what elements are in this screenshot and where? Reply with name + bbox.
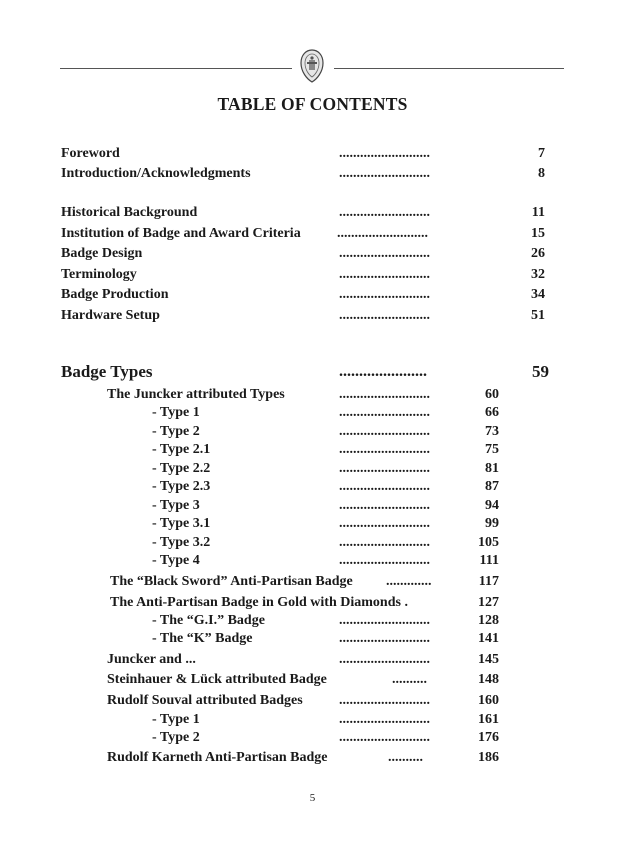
toc-page-number: 145 xyxy=(478,652,499,667)
toc-page-number: 161 xyxy=(478,712,499,727)
toc-leader: .......................... xyxy=(339,652,430,667)
toc-leader: .......................... xyxy=(339,166,430,181)
toc-page-number: 128 xyxy=(478,613,499,628)
toc-page-number: 117 xyxy=(478,574,499,589)
toc-page-number: 148 xyxy=(478,672,499,687)
toc-page-number: 34 xyxy=(531,287,545,302)
toc-entry-label: - Type 2 xyxy=(152,730,200,745)
toc-entry-label: Rudolf Souval attributed Badges xyxy=(107,693,303,708)
toc-leader: .......... xyxy=(388,750,423,765)
toc-leader: .......................... xyxy=(339,693,430,708)
toc-leader: .......................... xyxy=(339,205,430,220)
toc-leader: .......................... xyxy=(339,461,430,476)
toc-leader: .......................... xyxy=(339,613,430,628)
toc-page-number: 15 xyxy=(531,226,545,241)
toc-entry-label: - The “K” Badge xyxy=(152,631,253,646)
toc-leader: .......................... xyxy=(339,267,430,282)
toc-entry-label: The Anti-Partisan Badge in Gold with Diamonds . xyxy=(110,595,408,610)
toc-leader: .......................... xyxy=(339,442,430,457)
toc-page-number: 81 xyxy=(485,461,499,476)
toc-entry-label: Badge Design xyxy=(61,246,143,261)
toc-leader: .......................... xyxy=(339,535,430,550)
toc-leader: .......................... xyxy=(339,479,430,494)
toc-leader: .......................... xyxy=(339,405,430,420)
toc-leader: .......................... xyxy=(339,287,430,302)
toc-page-number: 60 xyxy=(485,387,499,402)
toc-entry-label: The “Black Sword” Anti-Partisan Badge xyxy=(110,574,353,589)
toc-page-number: 99 xyxy=(485,516,499,531)
toc-entry-label: Historical Background xyxy=(61,205,198,220)
toc-page-number: 26 xyxy=(531,246,545,261)
toc-page-number: 8 xyxy=(538,166,545,181)
toc-entry-label: The Juncker attributed Types xyxy=(107,387,285,402)
toc-entry-label: - Type 2.1 xyxy=(152,442,211,457)
toc-entry-label: Terminology xyxy=(61,267,137,282)
toc-page-number: 66 xyxy=(485,405,499,420)
page-title: TABLE OF CONTENTS xyxy=(217,94,408,114)
toc-leader: .......................... xyxy=(339,516,430,531)
toc-entry-label: - Type 1 xyxy=(152,405,200,420)
toc-entry-label: - Type 4 xyxy=(152,553,200,568)
toc-leader: ............. xyxy=(386,574,432,589)
toc-page-number: 160 xyxy=(478,693,499,708)
toc-page-number: 94 xyxy=(485,498,499,513)
toc-page-number: 141 xyxy=(478,631,499,646)
toc-entry-label: Juncker and ... xyxy=(107,652,196,667)
toc-entry-label: - Type 2 xyxy=(152,424,200,439)
toc-entry-label: Introduction/Acknowledgments xyxy=(61,166,251,181)
toc-entry-label: Institution of Badge and Award Criteria xyxy=(61,226,301,241)
toc-page-number: 59 xyxy=(532,362,549,381)
toc-leader: .......................... xyxy=(337,226,428,241)
toc-entry-label: - Type 3.2 xyxy=(152,535,211,550)
toc-page-number: 51 xyxy=(531,308,545,323)
toc-entry-label: Hardware Setup xyxy=(61,308,160,323)
toc-entry-label: - Type 2.2 xyxy=(152,461,211,476)
toc-entry-label: - The “G.I.” Badge xyxy=(152,613,265,628)
toc-leader: .......................... xyxy=(339,553,430,568)
toc-leader: ...................... xyxy=(339,363,427,380)
toc-leader: .......................... xyxy=(339,146,430,161)
shield-emblem-icon xyxy=(298,49,326,83)
header-rule-left xyxy=(60,68,292,69)
toc-entry-label: - Type 3.1 xyxy=(152,516,211,531)
toc-leader: .......................... xyxy=(339,712,430,727)
toc-entry-label: - Type 2.3 xyxy=(152,479,211,494)
toc-entry-label: Foreword xyxy=(61,146,120,161)
toc-entry-label: - Type 3 xyxy=(152,498,200,513)
toc-leader: .......................... xyxy=(339,498,430,513)
toc-leader: .......... xyxy=(392,672,427,687)
toc-page-number: 87 xyxy=(485,479,499,494)
toc-section-heading: Badge Types xyxy=(61,362,153,381)
toc-page-number: 105 xyxy=(478,535,499,550)
toc-leader: .......................... xyxy=(339,631,430,646)
toc-leader: .......................... xyxy=(339,246,430,261)
page-number: 5 xyxy=(309,792,316,804)
toc-page-number: 186 xyxy=(478,750,499,765)
toc-entry-label: Rudolf Karneth Anti-Partisan Badge xyxy=(107,750,328,765)
header-rule-right xyxy=(334,68,564,69)
toc-entry-label: Steinhauer & Lück attributed Badge xyxy=(107,672,327,687)
toc-leader: .......................... xyxy=(339,387,430,402)
toc-entry-label: Badge Production xyxy=(61,287,169,302)
toc-page-number: 176 xyxy=(478,730,499,745)
toc-page-number: 127 xyxy=(478,595,499,610)
toc-page-number: 7 xyxy=(538,146,545,161)
toc-page-number: 73 xyxy=(485,424,499,439)
toc-page-number: 11 xyxy=(531,205,545,220)
toc-page-number: 32 xyxy=(531,267,545,282)
toc-entry-label: - Type 1 xyxy=(152,712,200,727)
toc-leader: .......................... xyxy=(339,730,430,745)
toc-leader: .......................... xyxy=(339,308,430,323)
toc-page-number: 75 xyxy=(485,442,499,457)
toc-page-number: 111 xyxy=(479,553,499,568)
toc-leader: .......................... xyxy=(339,424,430,439)
